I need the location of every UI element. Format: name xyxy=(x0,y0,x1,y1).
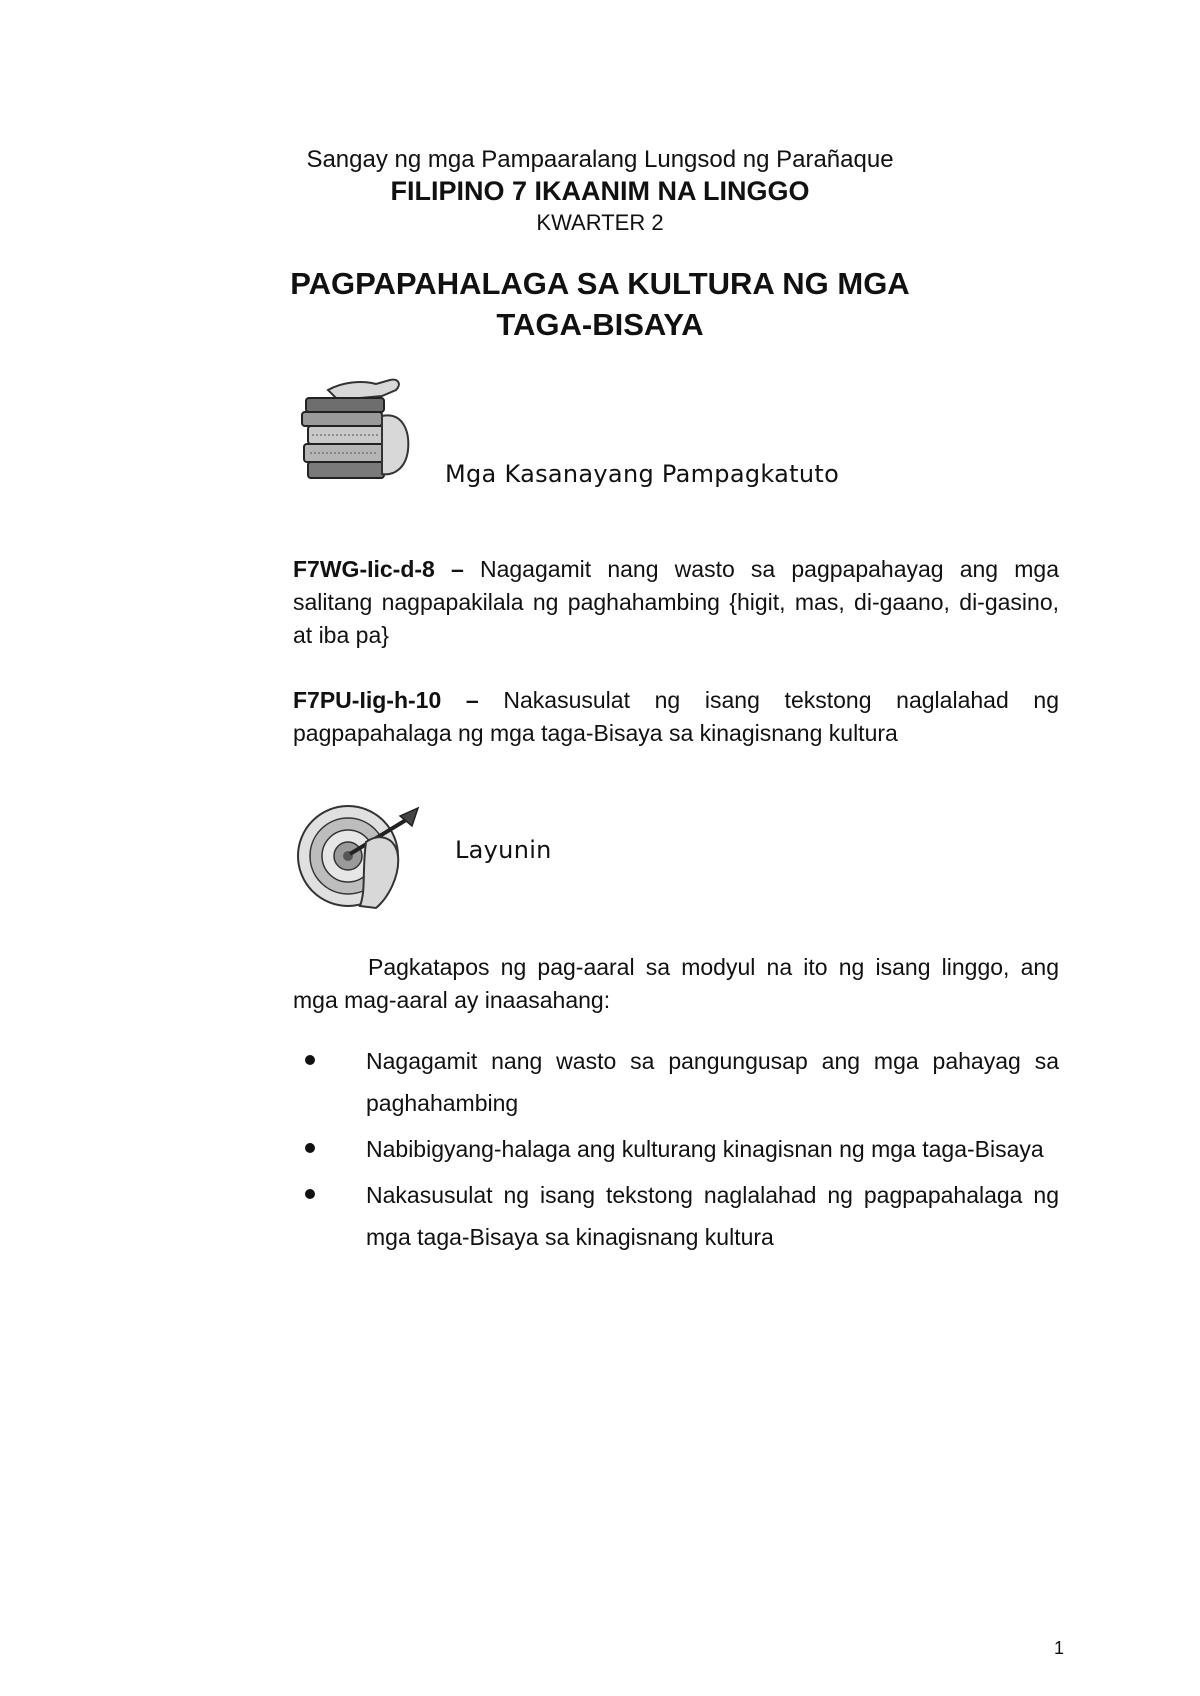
competencies-heading: Mga Kasanayang Pampagkatuto xyxy=(445,460,840,488)
competency-item xyxy=(293,684,1059,750)
list-item-text: Nabibigyang-halaga ang kulturang kinagisnan ng mga taga-Bisaya xyxy=(366,1136,1044,1162)
list-item-text: Nagagamit nang wasto sa pangungusap ang mga pahayag sa paghahambing xyxy=(366,1048,1059,1116)
list-item xyxy=(293,1174,1059,1258)
module-title-line1: PAGPAPAHALAGA SA KULTURA NG MGA xyxy=(290,266,910,301)
bullet-icon xyxy=(305,1143,315,1153)
competency-code: F7WG-Iic-d-8 – xyxy=(293,556,464,582)
list-item xyxy=(293,1128,1059,1170)
bullet-icon xyxy=(305,1055,315,1065)
list-item-text: Nakasusulat ng isang tekstong naglalahad ng pagpapahalaga ng mga taga-Bisaya sa kinagisnang kultura xyxy=(366,1182,1059,1250)
objectives-intro: Pagkatapos ng pag-aaral sa modyul na ito ng isang linggo, ang mga mag-aaral ay inaasahang: xyxy=(293,954,1059,1013)
books-icon xyxy=(298,376,418,486)
competency-code: F7PU-Iig-h-10 – xyxy=(293,687,479,713)
competency-item xyxy=(293,553,1059,652)
competency-text: Nakasusulat ng isang tekstong naglalahad ng pagpapahalaga ng mga taga-Bisaya sa kinagisnang kultura xyxy=(293,687,1059,746)
module-title-line2: TAGA-BISAYA xyxy=(496,307,704,342)
subject-header: FILIPINO 7 IKAANIM NA LINGGO xyxy=(390,176,810,206)
competency-text: Nagagamit nang wasto sa pagpapahayag ang mga salitang nagpapakilala ng paghahambing {higit, mas, di-gaano, di-gasino, at iba pa} xyxy=(293,556,1060,648)
quarter-header: KWARTER 2 xyxy=(536,210,664,235)
division-header: Sangay ng mga Pampaaralang Lungsod ng Parañaque xyxy=(306,146,894,173)
bullet-icon xyxy=(305,1189,315,1199)
objectives-heading: Layunin xyxy=(455,836,552,864)
page-number: 1 xyxy=(1053,1638,1064,1658)
target-icon xyxy=(296,802,420,912)
list-item xyxy=(293,1040,1059,1124)
objectives-list xyxy=(293,1040,1059,1262)
